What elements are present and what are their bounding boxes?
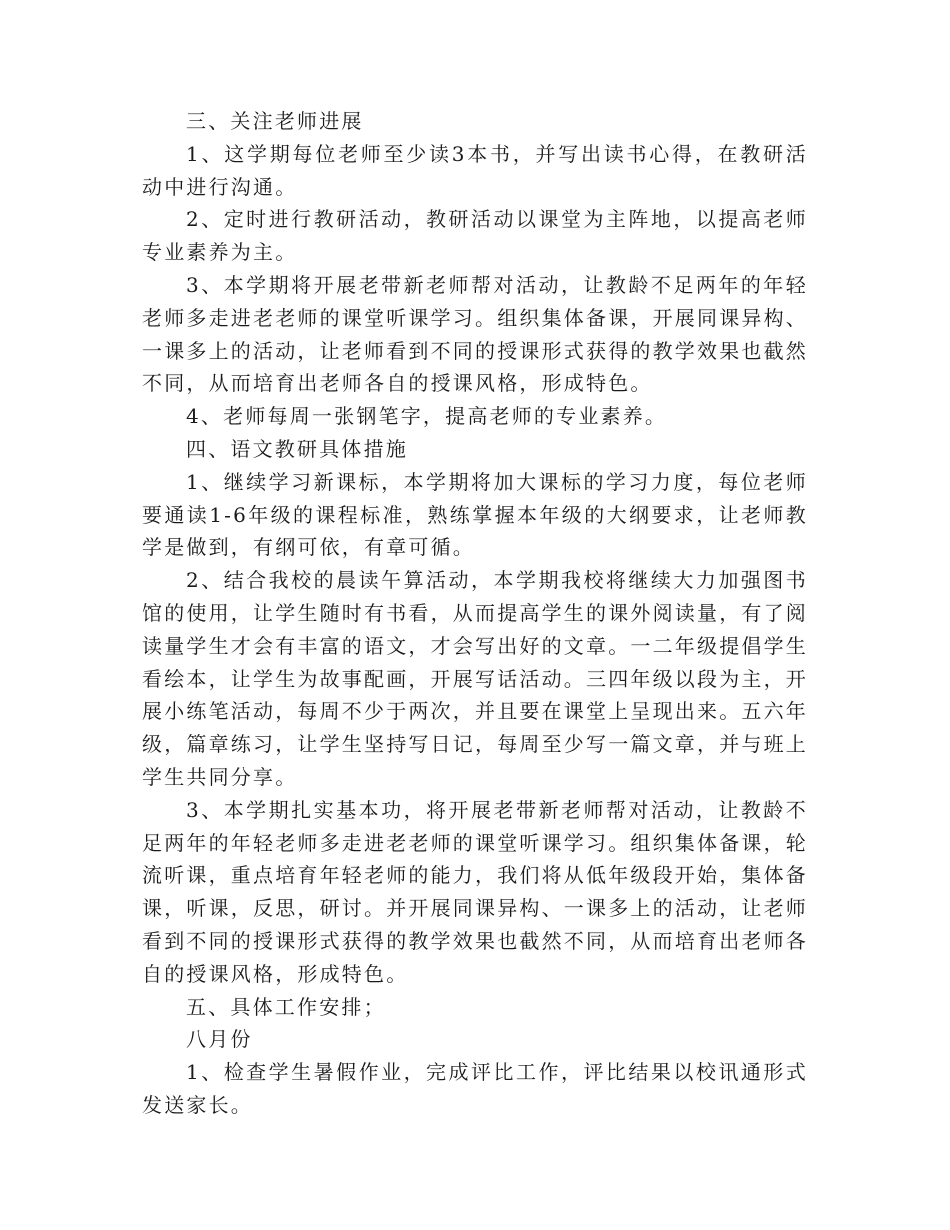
section-heading-teacher-development: 三、关注老师进展 <box>186 109 364 133</box>
month-heading-august: 八月份 <box>186 1027 253 1052</box>
section-heading-work-arrangement: 五、具体工作安排； <box>186 994 386 1019</box>
paragraph-mentoring: 3、本学期将开展老带新老师帮对活动，让教龄不足两年的年轻老师多走进老老师的课堂听课学习。组织集体备课，开展同课异构、一课多上的活动，让老师看到不同的授课形式获得的教学效果也截然不同，从而培育出老师各自的授课风格，形成特色。 <box>142 272 808 396</box>
paragraph-summer-homework: 1、检查学生暑假作业，完成评比工作，评比结果以校讯通形式发送家长。 <box>142 1060 808 1117</box>
paragraph-curriculum-standards: 1、继续学习新课标，本学期将加大课标的学习力度，每位老师要通读1-6年级的课程标准，熟练掌握本年级的大纲要求，让老师教学是做到，有纲可依，有章可循。 <box>142 469 808 560</box>
paragraph-reading-books: 1、这学期每位老师至少读3本书，并写出读书心得，在教研活动中进行沟通。 <box>142 141 808 199</box>
paragraph-basic-skills: 3、本学期扎实基本功，将开展老带新老师帮对活动，让教龄不足两年的年轻老师多走进老老师的课堂听课学习。组织集体备课，轮流听课，重点培育年轻老师的能力，我们将从低年级段开始，集体备课，听课，反思，研讨。并开展同课异构、一课多上的活动，让老师看到不同的授课形式获得的教学效果也截然不同，从而培育出老师各自的授课风格，形成特色。 <box>142 797 808 986</box>
document-body <box>142 105 808 1122</box>
paragraph-regular-research: 2、定时进行教研活动，教研活动以课堂为主阵地，以提高老师专业素养为主。 <box>142 207 808 265</box>
paragraph-pen-calligraphy: 4、老师每周一张钢笔字，提高老师的专业素养。 <box>186 404 668 429</box>
paragraph-reading-activities: 2、结合我校的晨读午算活动，本学期我校将继续大力加强图书馆的使用，让学生随时有书看，从而提高学生的课外阅读量，有了阅读量学生才会有丰富的语文，才会写出好的文章。一二年级提倡学生看绘本，让学生为故事配画，开展写话活动。三四年级以段为主，开展小练笔活动，每周不少于两次，并且要在课堂上呈现出来。五六年级，篇章练习，让学生坚持写日记，每周至少写一篇文章，并与班上学生共同分享。 <box>142 568 808 789</box>
section-heading-chinese-measures: 四、语文教研具体措施 <box>186 436 408 461</box>
